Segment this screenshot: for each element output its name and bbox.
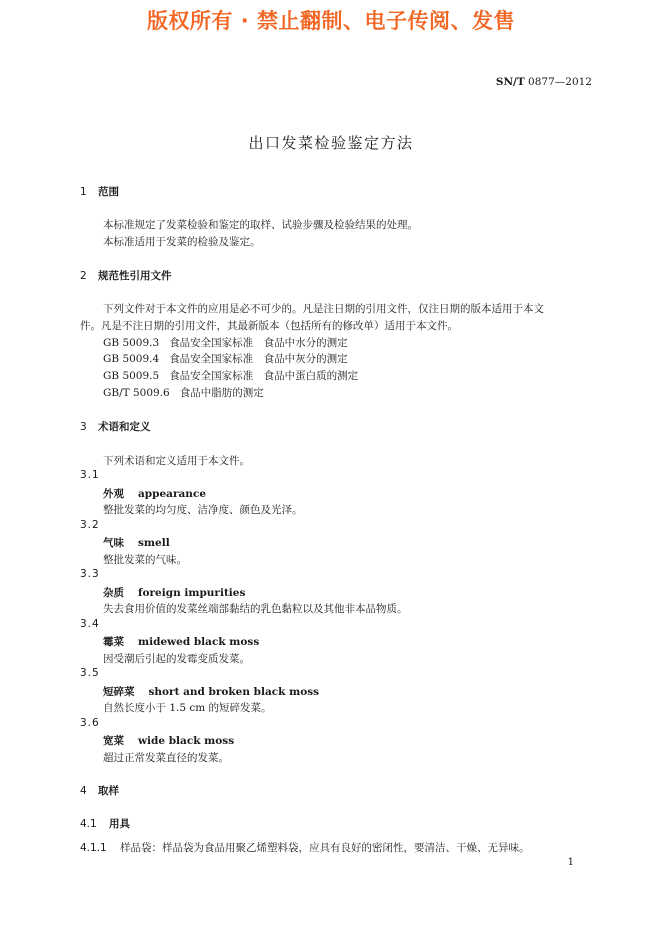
subsection-title: 用具: [109, 818, 130, 830]
term-zh: 杂质: [103, 587, 124, 599]
term-number: 3.2: [80, 519, 100, 531]
section-heading-1: [80, 184, 119, 199]
page-number: 1: [567, 857, 574, 868]
reference-code: GB 5009.5: [103, 370, 160, 382]
reference-name: 食品中脂肪的测定: [179, 387, 264, 399]
term-en: smell: [138, 537, 170, 549]
section-heading-3: [80, 419, 151, 434]
term-definition: 因受潮后引起的发霉变质发菜。: [103, 653, 250, 665]
clause-number: 4.1.1: [80, 842, 107, 854]
section-number: 4: [80, 785, 87, 797]
paragraph: 件。凡是不注日期的引用文件，其最新版本（包括所有的修改单）适用于本文件。: [80, 320, 458, 332]
standard-number: [496, 76, 592, 88]
paragraph: 下列文件对于本文件的应用是必不可少的。凡是注日期的引用文件，仅注日期的版本适用于本文: [103, 303, 544, 315]
subsection-number: 4.1: [80, 818, 97, 830]
section-title: 术语和定义: [98, 421, 151, 433]
standard-code: SN/T: [495, 76, 525, 88]
document-title: 出口发菜检验鉴定方法: [248, 134, 414, 152]
term-zh: 宽菜: [103, 735, 124, 747]
section-number: 2: [80, 270, 87, 282]
term-number: 3.4: [80, 618, 100, 630]
term-definition: 超过正常发菜直径的发菜。: [103, 752, 229, 764]
term-definition: 整批发菜的均匀度、洁净度、颜色及光泽。: [103, 504, 303, 516]
term-number: 3.1: [80, 469, 100, 481]
term-definition: 失去食用价值的发菜丝端部黏结的乳色黏粒以及其他非本品物质。: [103, 603, 408, 615]
section-title: 规范性引用文件: [98, 270, 172, 282]
term-zh: 短碎菜: [103, 686, 135, 698]
copyright-watermark: 版权所有 · 禁止翻制、电子传阅、发售: [146, 9, 516, 33]
paragraph: 本标准规定了发菜检验和鉴定的取样、试验步骤及检验结果的处理。: [103, 219, 418, 231]
clause-item: [80, 840, 530, 857]
paragraph: 本标准适用于发菜的检验及鉴定。: [103, 236, 261, 248]
section-number: 3: [80, 421, 87, 433]
reference-item: [103, 385, 264, 400]
term-number: 3.5: [80, 667, 100, 679]
term-definition: 整批发菜的气味。: [103, 554, 187, 566]
section-number: 1: [80, 186, 87, 198]
term-heading: [103, 634, 259, 649]
term-en: midewed black moss: [138, 636, 260, 648]
term-definition: 自然长度小于 1.5 cm 的短碎发菜。: [103, 702, 272, 714]
reference-item: [103, 351, 348, 366]
term-en: short and broken black moss: [148, 686, 320, 698]
reference-name: 食品安全国家标准 食品中灰分的测定: [169, 353, 348, 365]
reference-item: [103, 335, 348, 350]
term-zh: 霉菜: [103, 636, 124, 648]
term-zh: 气味: [103, 537, 124, 549]
section-title: 取样: [98, 785, 119, 797]
reference-name: 食品安全国家标准 食品中蛋白质的测定: [169, 370, 359, 382]
term-en: foreign impurities: [138, 587, 246, 599]
subsection-heading: [80, 816, 130, 831]
reference-code: GB 5009.3: [103, 337, 160, 349]
section-heading-2: [80, 268, 172, 283]
term-en: appearance: [138, 488, 207, 500]
section-heading-4: [80, 783, 119, 798]
term-heading: [103, 684, 319, 699]
term-number: 3.3: [80, 568, 100, 580]
section-title: 范围: [98, 186, 119, 198]
term-en: wide black moss: [138, 735, 235, 747]
paragraph: 下列术语和定义适用于本文件。: [103, 455, 250, 467]
reference-name: 食品安全国家标准 食品中水分的测定: [169, 337, 348, 349]
term-heading: [103, 535, 170, 550]
term-heading: [103, 733, 234, 748]
term-heading: [103, 486, 206, 501]
reference-item: [103, 368, 358, 383]
term-zh: 外观: [103, 488, 124, 500]
reference-code: GB 5009.4: [103, 353, 160, 365]
standard-year: 0877—2012: [528, 76, 592, 88]
term-number: 3.6: [80, 717, 100, 729]
term-heading: [103, 585, 245, 600]
clause-text: 样品袋：样品袋为食品用聚乙烯塑料袋，应具有良好的密闭性，要清洁、干燥、无异味。: [120, 842, 530, 854]
reference-code: GB/T 5009.6: [103, 387, 170, 399]
